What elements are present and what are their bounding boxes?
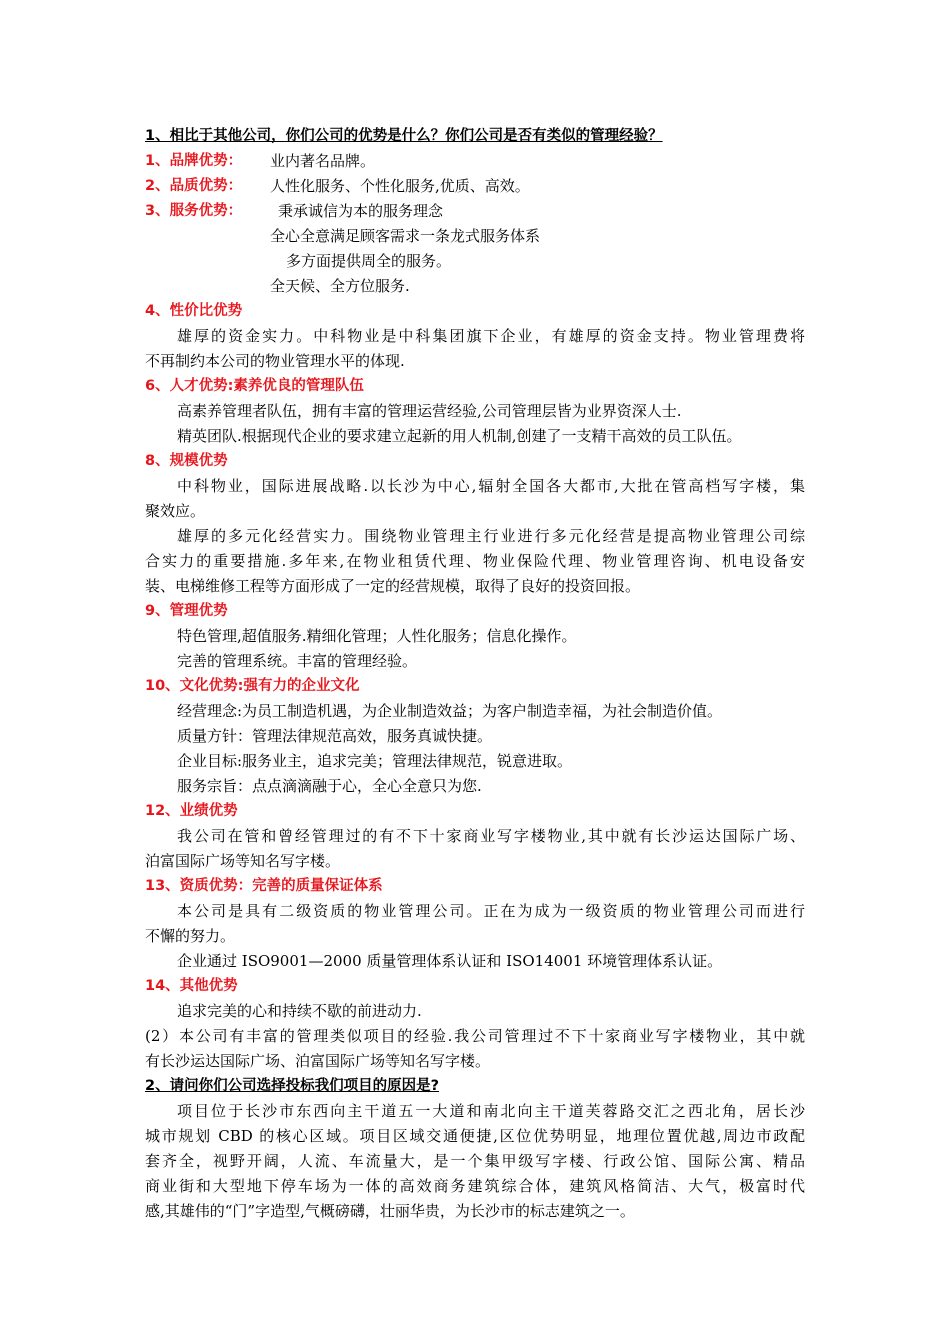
paragraph-line: 项目位于长沙市东西向主干道五一大道和南北向主干道芙蓉路交汇之西北角，居长沙 (177, 1102, 805, 1120)
paragraph-line: 感,其雄伟的“门”字造型,气概磅礴，壮丽华贵，为长沙市的标志建筑之一。 (145, 1202, 635, 1220)
paragraph-line: 城市规划 CBD 的核心区域。项目区域交通便捷,区位优势明显，地理位置优越,周边市政配 (145, 1127, 805, 1145)
paragraph-line: 服务宗旨：点点滴滴融于心，全心全意只为您. (177, 777, 482, 795)
section-heading-culture: 10、文化优势:强有力的企业文化 (145, 678, 360, 694)
paragraph-line: 有长沙运达国际广场、泊富国际广场等知名写字楼。 (145, 1052, 491, 1070)
section-text-brand: 业内著名品牌。 (270, 152, 376, 170)
paragraph-line: 追求完美的心和持续不歇的前进动力. (177, 1002, 422, 1020)
paragraph-line: 完善的管理系统。丰富的管理经验。 (177, 652, 418, 670)
service-line: 全天候、全方位服务. (270, 277, 410, 295)
question-2-title: 2、请问你们公司选择投标我们项目的原因是? (145, 1078, 439, 1094)
paragraph-line: 聚效应。 (145, 502, 206, 520)
section-heading-performance: 12、业绩优势 (145, 803, 238, 819)
paragraph-line: 装、电梯维修工程等方面形成了一定的经营规模，取得了良好的投资回报。 (145, 577, 641, 595)
paragraph-line: 不再制约本公司的物业管理水平的体现. (145, 352, 405, 370)
section-heading-scale: 8、规模优势 (145, 453, 228, 469)
paragraph-line: 企业通过 ISO9001—2000 质量管理体系认证和 ISO14001 环境管理体系认证。 (177, 952, 723, 970)
paragraph-line: 质量方针：管理法律规范高效，服务真诚快捷。 (177, 727, 493, 745)
service-line: 全心全意满足顾客需求一条龙式服务体系 (270, 227, 541, 245)
paragraph-line: 高素养管理者队伍，拥有丰富的管理运营经验,公司管理层皆为业界资深人士. (177, 402, 682, 420)
paragraph-line: 本公司是具有二级资质的物业管理公司。正在为成为一级资质的物业管理公司而进行 (177, 902, 805, 920)
paragraph-line: 经营理念:为员工制造机遇，为企业制造效益；为客户制造幸福，为社会制造价值。 (177, 702, 723, 720)
section-heading-talent: 6、人才优势:素养优良的管理队伍 (145, 378, 364, 394)
question-1-title: 1、相比于其他公司，你们公司的优势是什么？你们公司是否有类似的管理经验？ (145, 128, 663, 144)
paragraph-line: 泊富国际广场等知名写字楼。 (145, 852, 341, 870)
paragraph-line: 不懈的努力。 (145, 927, 236, 945)
service-line: 多方面提供周全的服务。 (286, 252, 452, 270)
section-heading-service: 3、服务优势： (145, 203, 243, 219)
service-line: 秉承诚信为本的服务理念 (278, 202, 444, 220)
section-text-quality: 人性化服务、个性化服务,优质、高效。 (270, 177, 530, 195)
paragraph-line: 合实力的重要措施.多年来,在物业租赁代理、物业保险代理、物业管理咨询、机电设备安 (145, 552, 805, 570)
paragraph-line: 特色管理,超值服务.精细化管理；人性化服务；信息化操作。 (177, 627, 577, 645)
paragraph-line: 雄厚的多元化经营实力。围绕物业管理主行业进行多元化经营是提高物业管理公司综 (177, 527, 805, 545)
section-heading-value: 4、性价比优势 (145, 303, 243, 319)
paragraph-line: 雄厚的资金实力。中科物业是中科集团旗下企业，有雄厚的资金支持。物业管理费将 (177, 327, 805, 345)
paragraph-line: 精英团队.根据现代企业的要求建立起新的用人机制,创建了一支精干高效的员工队伍。 (177, 427, 742, 445)
paragraph-line: 企业目标:服务业主，追求完美；管理法律规范，锐意进取。 (177, 752, 573, 770)
section-heading-other: 14、其他优势 (145, 978, 238, 994)
section-heading-brand: 1、品牌优势： (145, 153, 243, 169)
section-heading-quality: 2、品质优势： (145, 178, 243, 194)
section-heading-management: 9、管理优势 (145, 603, 228, 619)
paragraph-line: 我公司在管和曾经管理过的有不下十家商业写字楼物业,其中就有长沙运达国际广场、 (177, 827, 805, 845)
paragraph-line: 商业街和大型地下停车场为一体的高效商务建筑综合体，建筑风格简洁、大气，极富时代 (145, 1177, 805, 1195)
paragraph-line: (2）本公司有丰富的管理类似项目的经验.我公司管理过不下十家商业写字楼物业，其中就 (145, 1027, 805, 1045)
paragraph-line: 中科物业，国际进展战略.以长沙为中心,辐射全国各大都市,大批在管高档写字楼，集 (177, 477, 805, 495)
paragraph-line: 套齐全，视野开阔，人流、车流量大，是一个集甲级写字楼、行政公馆、国际公寓、精品 (145, 1152, 805, 1170)
section-heading-qualification: 13、资质优势：完善的质量保证体系 (145, 878, 383, 894)
